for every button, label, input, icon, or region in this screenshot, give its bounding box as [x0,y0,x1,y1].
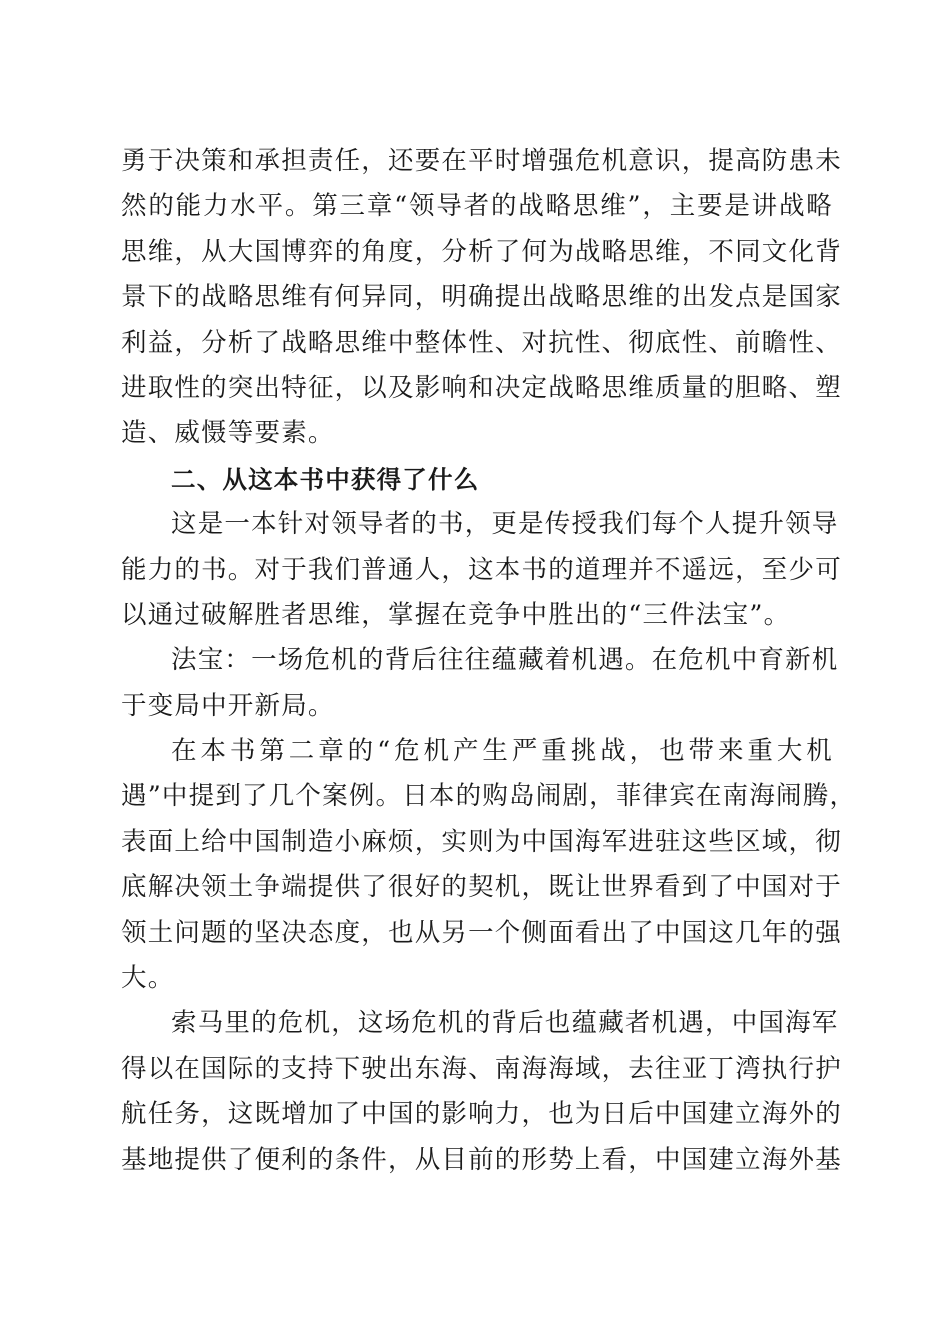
paragraph-line: 进取性的突出特征，以及影响和决定战略思维质量的胆略、塑 [121,372,842,403]
paragraph-line: 这是一本针对领导者的书，更是传授我们每个人提升领导 [171,509,839,540]
paragraph-line: 基地提供了便利的条件，从目前的形势上看，中国建立海外基 [121,1144,842,1175]
body-text [121,139,857,1183]
paragraph-line: 索马里的危机，这场危机的背后也蕴藏者机遇，中国海军 [171,1008,839,1039]
paragraph-line: 思维，从大国博弈的角度，分析了何为战略思维，不同文化背 [121,236,842,267]
paragraph-line: 大。 [121,963,175,994]
paragraph-line: 景下的战略思维有何异同，明确提出战略思维的出发点是国家 [121,282,842,313]
paragraph-line: 能力的书。对于我们普通人，这本书的道理并不遥远，至少可 [121,554,842,585]
paragraph-line: 造、威慑等要素。 [121,418,335,449]
section-heading: 二、从这本书中获得了什么 [171,464,480,494]
paragraph-line: 遇”中提到了几个案例。日本的购岛闹剧，菲律宾在南海闹腾， [121,781,857,812]
paragraph-line: 在本书第二章的“危机产生严重挑战，也带来重大机 [171,736,833,767]
paragraph-line: 表面上给中国制造小麻烦，实则为中国海军进驻这些区域，彻 [121,826,842,857]
paragraph-line: 以通过破解胜者思维，掌握在竞争中胜出的“三件法宝”。 [121,599,791,630]
paragraph-line: 勇于决策和承担责任，还要在平时增强危机意识，提高防患未 [121,146,842,176]
paragraph-line: 然的能力水平。第三章“领导者的战略思维”，主要是讲战略 [121,191,833,222]
paragraph-line: 得以在国际的支持下驶出东海、南海海域，去往亚丁湾执行护 [121,1053,842,1084]
paragraph-line: 底解决领土争端提供了很好的契机，既让世界看到了中国对于 [121,872,842,903]
paragraph-line: 利益，分析了战略思维中整体性、对抗性、彻底性、前瞻性、 [121,327,842,358]
paragraph-line: 法宝：一场危机的背后往往蕴藏着机遇。在危机中育新机 [171,645,839,676]
paragraph-line: 航任务，这既增加了中国的影响力，也为日后中国建立海外的 [121,1099,842,1130]
paragraph-line: 于变局中开新局。 [121,690,335,721]
paragraph-line: 领土问题的坚决态度，也从另一个侧面看出了中国这几年的强 [121,917,842,948]
